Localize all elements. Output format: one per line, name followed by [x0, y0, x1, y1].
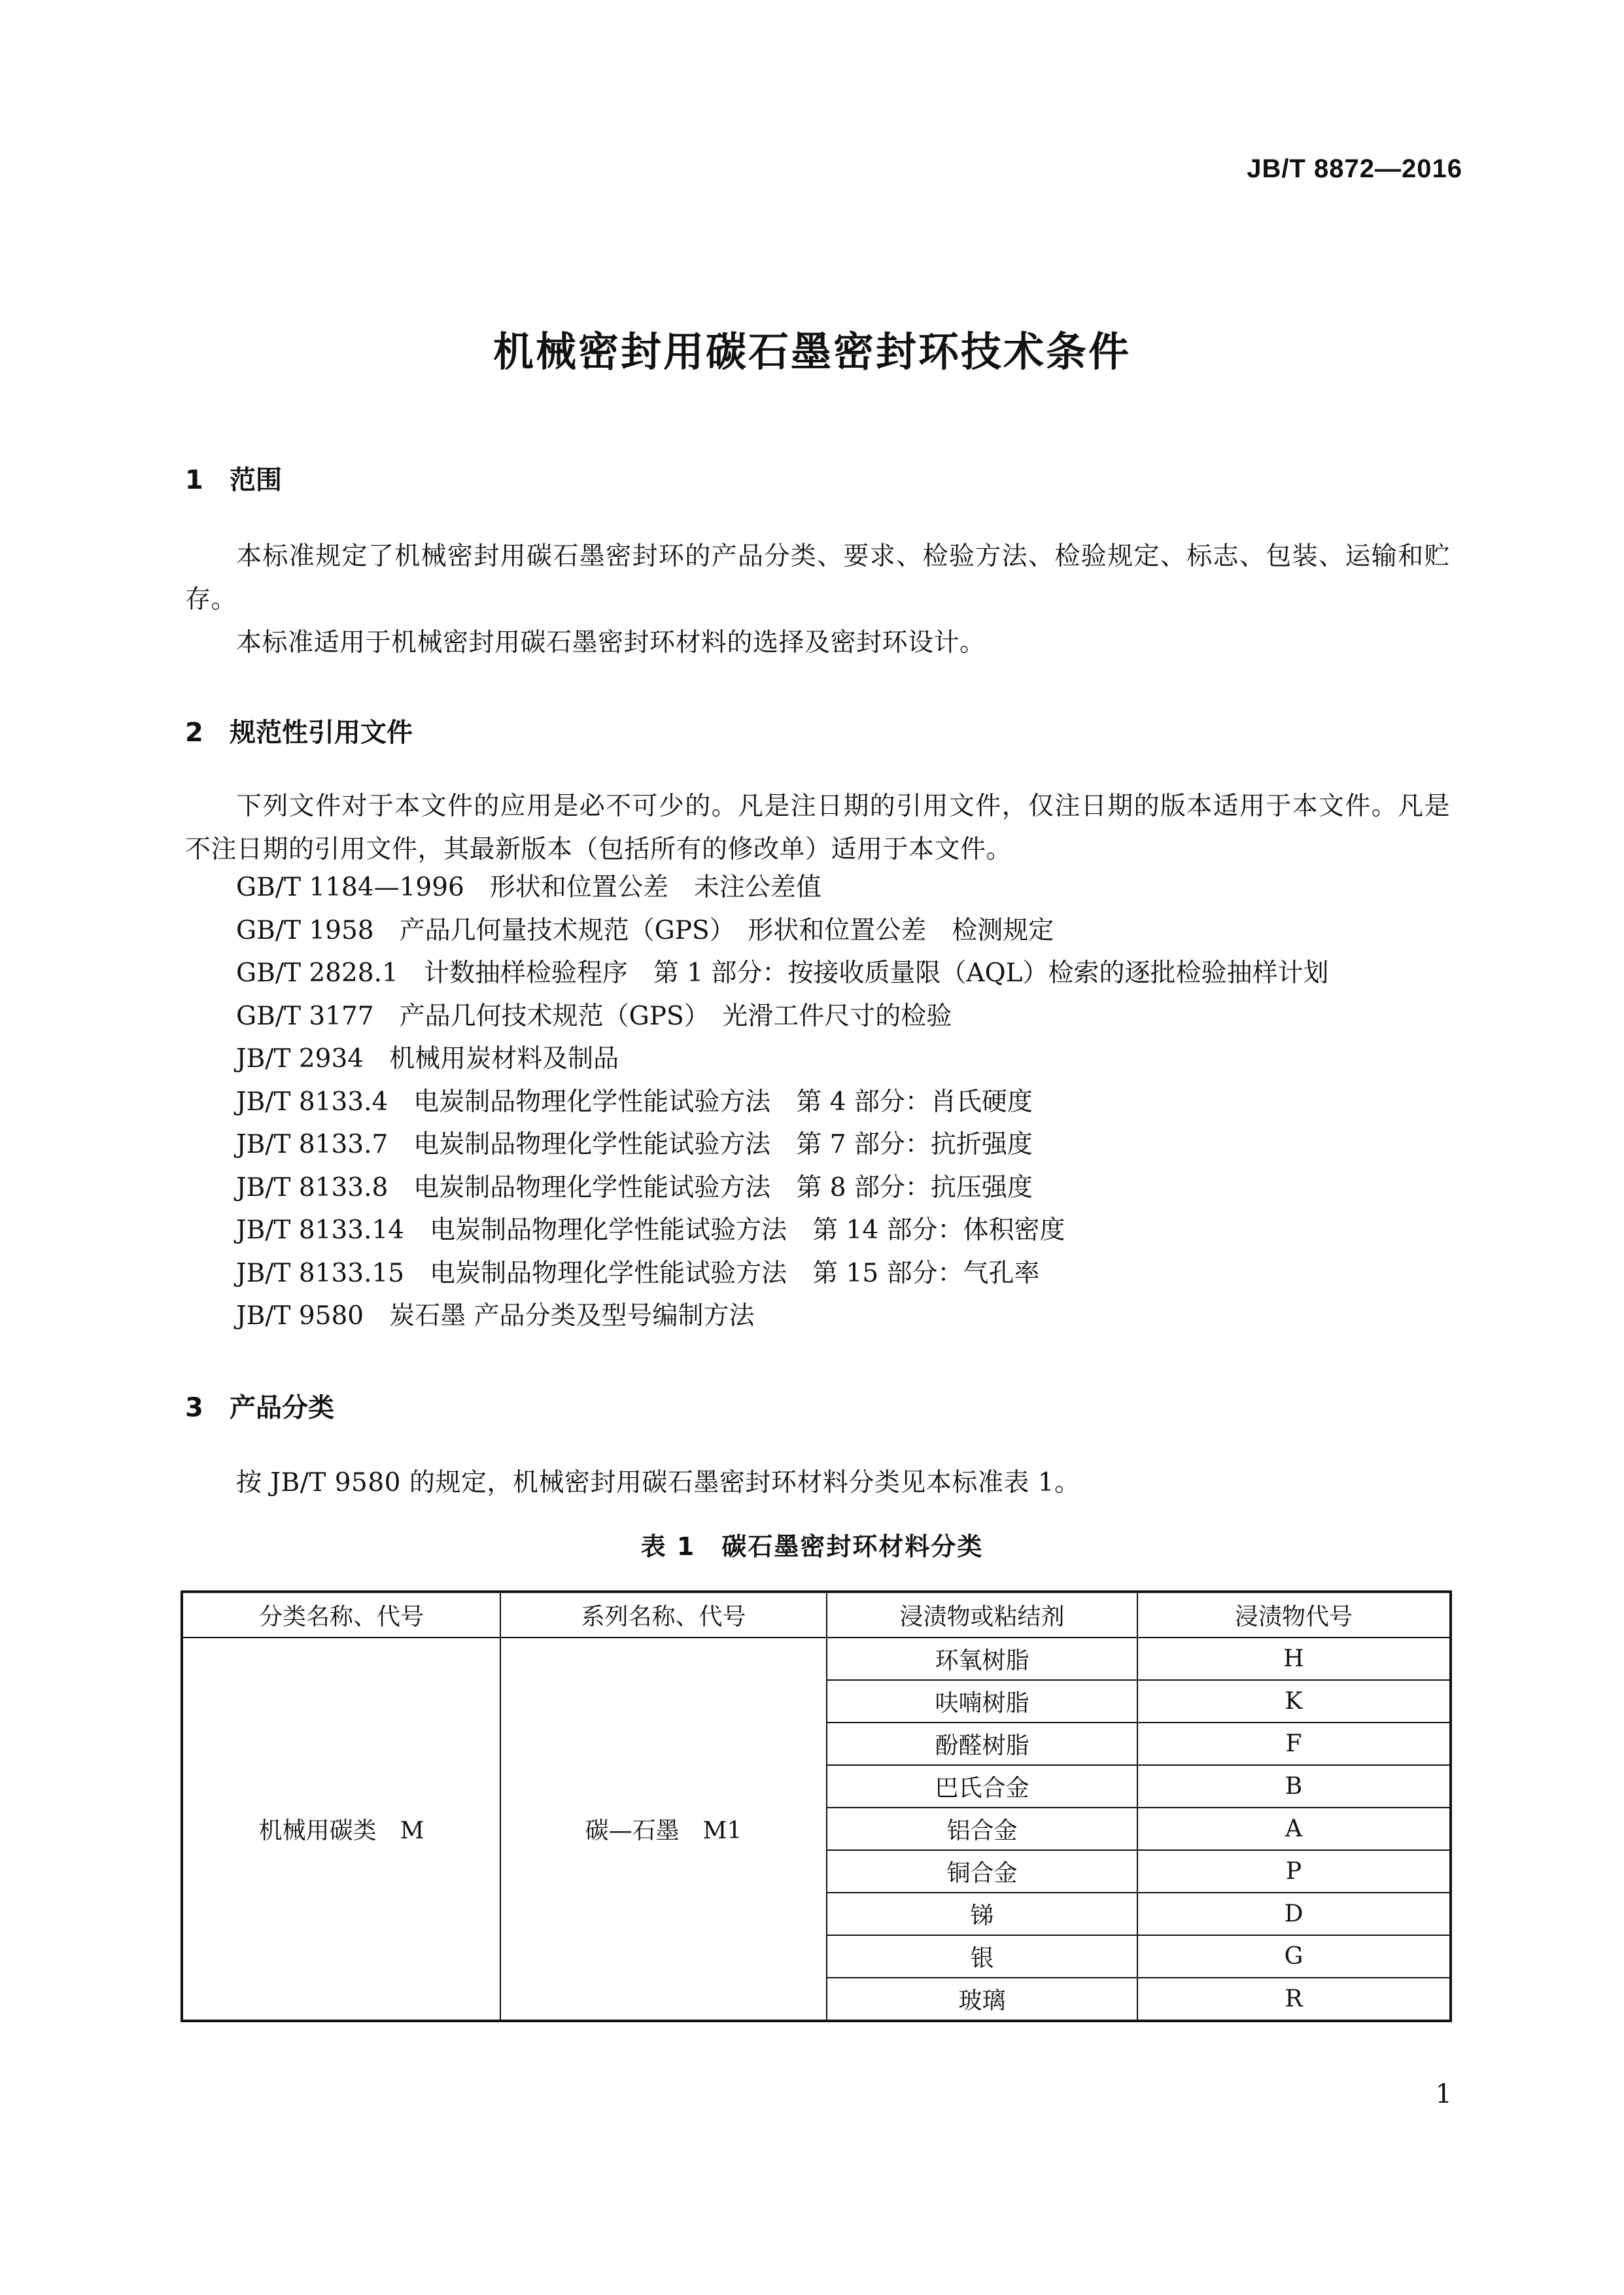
reference-item: JB/T 9580 炭石墨 产品分类及型号编制方法	[236, 1301, 755, 1331]
section-title: 产品分类	[230, 1393, 334, 1423]
material-cell: 玻璃	[827, 1978, 1137, 2021]
code-cell: B	[1137, 1765, 1451, 1808]
references-intro: 下列文件对于本文件的应用是必不可少的。凡是注日期的引用文件，仅注日期的版本适用于本文件。凡是不注日期的引用文件，其最新版本（包括所有的修改单）适用于本文件。	[185, 792, 1450, 864]
reference-list	[236, 866, 1466, 1338]
code-cell: K	[1137, 1680, 1451, 1723]
material-cell: 银	[827, 1935, 1137, 1978]
section-title: 范围	[230, 465, 282, 495]
scope-paragraph-1: 本标准规定了机械密封用碳石墨密封环的产品分类、要求、检验方法、检验规定、标志、包装、运输和贮存。	[185, 542, 1450, 614]
classification-paragraph: 按 JB/T 9580 的规定，机械密封用碳石墨密封环材料分类见本标准表 1。	[236, 1468, 1080, 1498]
material-cell: 巴氏合金	[827, 1765, 1137, 1808]
table-caption: 表 1 碳石墨密封环材料分类	[640, 1532, 984, 1561]
code-cell: H	[1137, 1638, 1451, 1680]
table-row	[182, 1638, 1451, 1680]
scope-paragraph-2: 本标准适用于机械密封用碳石墨密封环材料的选择及密封环设计。	[236, 628, 986, 657]
material-cell: 铜合金	[827, 1850, 1137, 1893]
section-3-heading	[185, 1387, 334, 1424]
table-header-cell: 分类名称、代号	[182, 1592, 500, 1638]
series-cell: 碳—石墨 M1	[500, 1638, 827, 2021]
table-header-cell: 系列名称、代号	[500, 1592, 827, 1638]
reference-item: JB/T 8133.15 电炭制品物理化学性能试验方法 第 15 部分：气孔率	[236, 1258, 1040, 1288]
material-cell: 呋喃树脂	[827, 1680, 1137, 1723]
reference-item: JB/T 8133.7 电炭制品物理化学性能试验方法 第 7 部分：抗折强度	[236, 1130, 1033, 1159]
document-title: 机械密封用碳石墨密封环技术条件	[492, 328, 1131, 376]
reference-item: GB/T 1184—1996 形状和位置公差 未注公差值	[236, 873, 821, 902]
code-cell: F	[1137, 1723, 1451, 1765]
standard-code: JB/T 8872—2016	[1247, 154, 1462, 183]
code-cell: A	[1137, 1808, 1451, 1850]
code-cell: R	[1137, 1978, 1451, 2021]
reference-item: JB/T 2934 机械用炭材料及制品	[236, 1044, 619, 1074]
section-title: 规范性引用文件	[230, 718, 413, 748]
reference-item: JB/T 8133.8 电炭制品物理化学性能试验方法 第 8 部分：抗压强度	[236, 1172, 1033, 1202]
reference-item: GB/T 2828.1 计数抽样检验程序 第 1 部分：按接收质量限（AQL）检索的逐批检验抽样计划	[236, 958, 1329, 988]
material-cell: 酚醛树脂	[827, 1723, 1137, 1765]
material-cell: 锑	[827, 1893, 1137, 1935]
code-cell: D	[1137, 1893, 1451, 1935]
section-number: 2	[185, 718, 203, 748]
reference-item: GB/T 1958 产品几何量技术规范（GPS） 形状和位置公差 检测规定	[236, 915, 1054, 945]
page-number: 1	[1435, 2079, 1452, 2109]
table-header-cell: 浸渍物代号	[1137, 1592, 1451, 1638]
code-cell: G	[1137, 1935, 1451, 1978]
section-1-heading	[185, 459, 282, 497]
table-header-cell: 浸渍物或粘结剂	[827, 1592, 1137, 1638]
table-header-row	[182, 1592, 1451, 1638]
code-cell: P	[1137, 1850, 1451, 1893]
category-cell: 机械用碳类 M	[182, 1638, 500, 2021]
material-cell: 环氧树脂	[827, 1638, 1137, 1680]
material-cell: 铝合金	[827, 1808, 1137, 1850]
section-number: 3	[185, 1393, 203, 1423]
reference-item: JB/T 8133.4 电炭制品物理化学性能试验方法 第 4 部分：肖氏硬度	[236, 1087, 1033, 1117]
section-number: 1	[185, 465, 203, 495]
reference-item: JB/T 8133.14 电炭制品物理化学性能试验方法 第 14 部分：体积密度	[236, 1216, 1065, 1245]
reference-item: GB/T 3177 产品几何技术规范（GPS） 光滑工件尺寸的检验	[236, 1001, 952, 1031]
classification-table	[181, 1590, 1452, 2022]
section-2-heading	[185, 712, 413, 749]
